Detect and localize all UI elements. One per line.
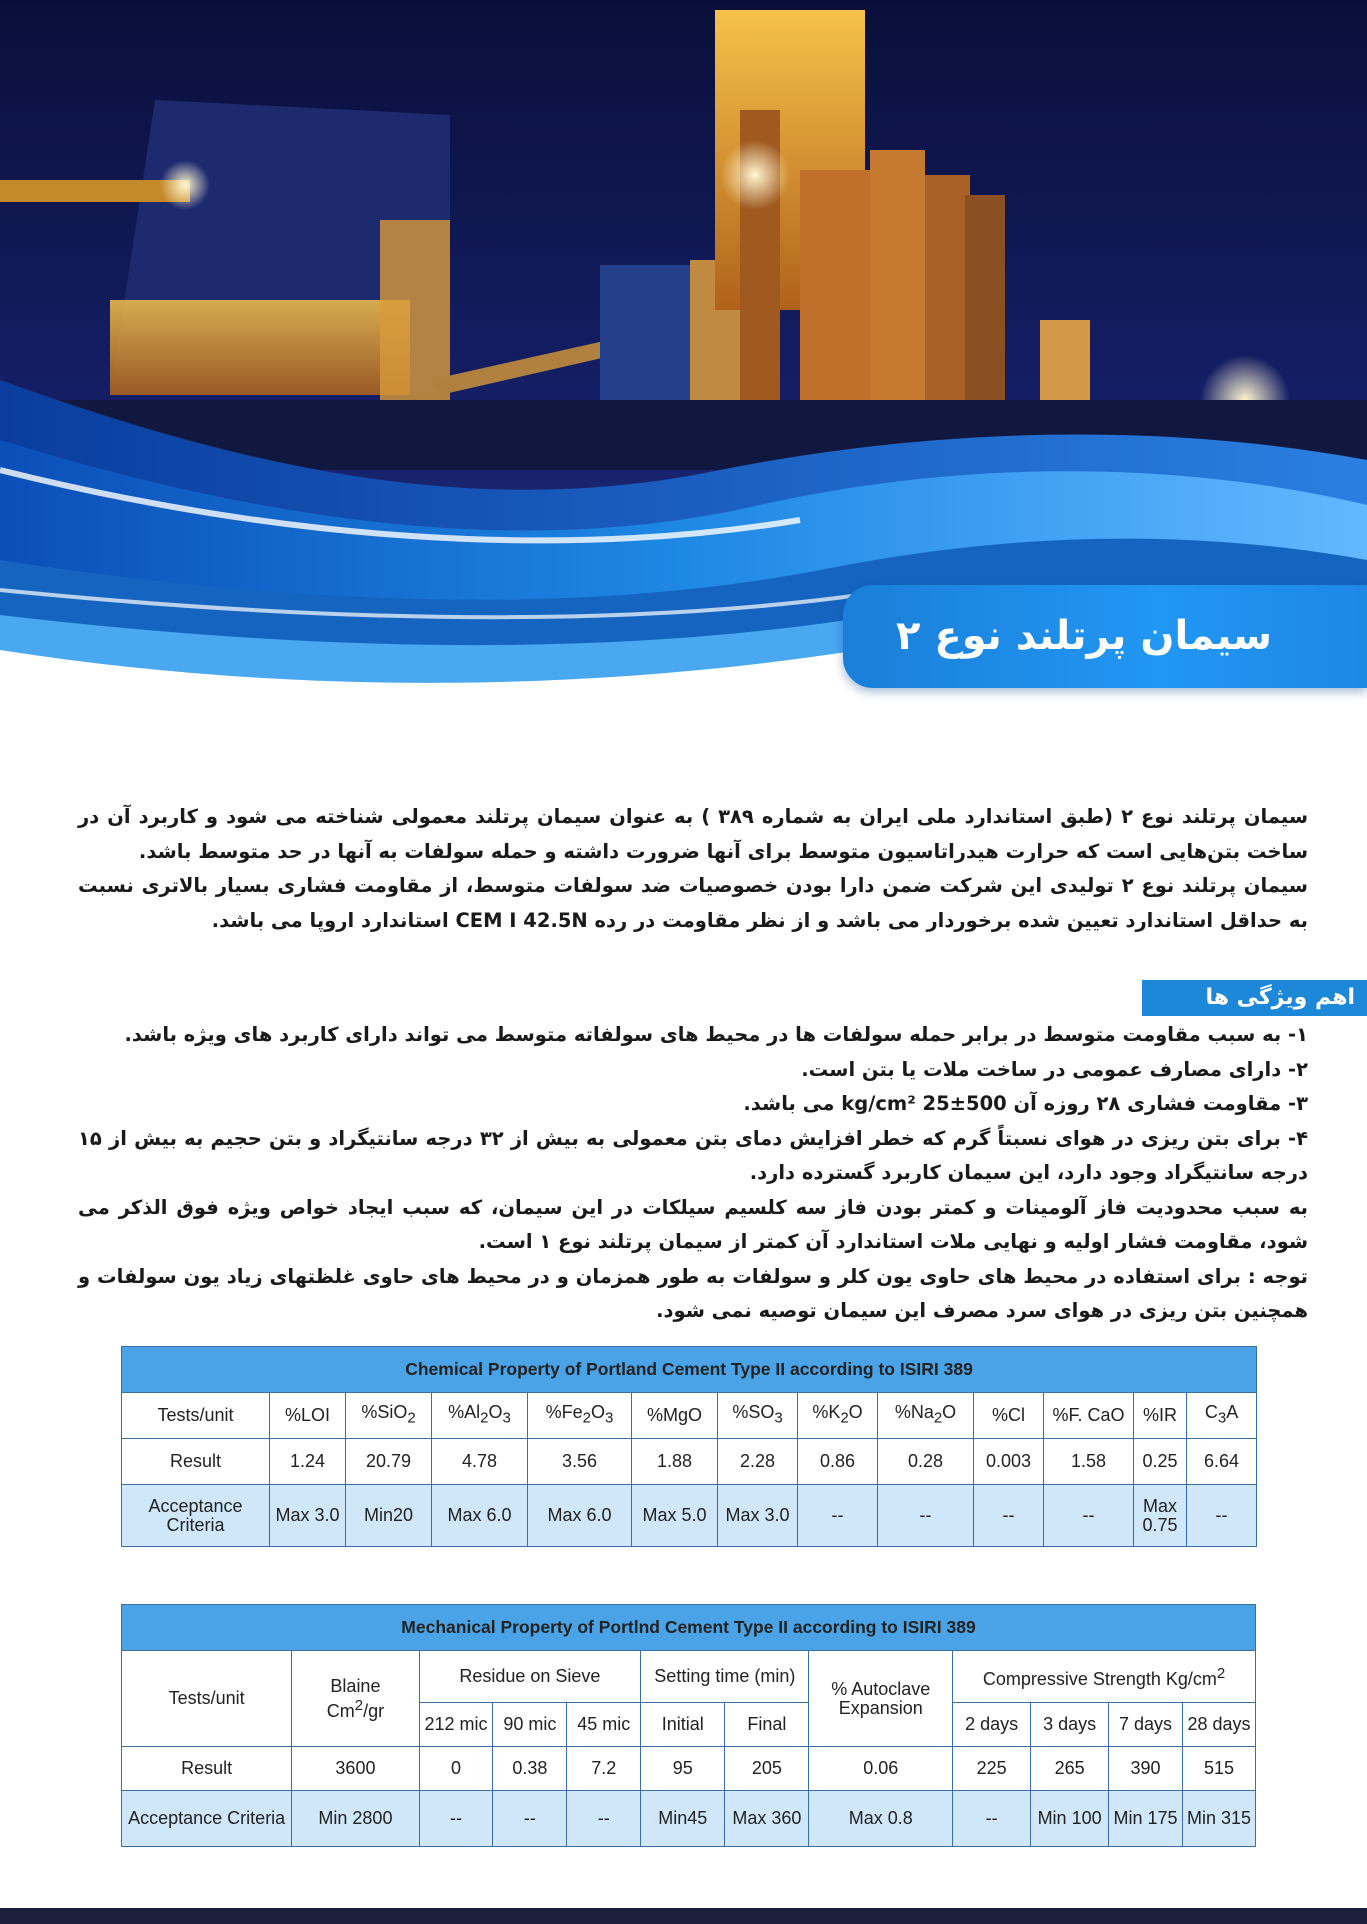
col-header: %F. CaO (1044, 1393, 1134, 1439)
row-label-criteria: Acceptance Criteria (122, 1485, 270, 1547)
result-cell: 515 (1182, 1747, 1255, 1791)
criteria-cell: -- (1187, 1485, 1257, 1547)
criteria-cell: Max 3.0 (718, 1485, 798, 1547)
criteria-cell: -- (419, 1791, 493, 1847)
row-label-tests: Tests/unit (122, 1393, 270, 1439)
criteria-cell: Max 0.75 (1134, 1485, 1187, 1547)
criteria-cell: -- (567, 1791, 641, 1847)
sub-header: 212 mic (419, 1703, 493, 1747)
sub-header: Initial (641, 1703, 725, 1747)
col-header: $C_3A$ (1187, 1393, 1257, 1439)
criteria-cell: Min 315 (1182, 1791, 1255, 1847)
feature-item: ۳- مقاومت فشاری ۲۸ روزه آن 500±25 kg/cm² می باشد. (743, 1092, 1308, 1115)
page-title: سیمان پرتلند نوع ۲ (896, 613, 1272, 659)
result-cell: 205 (725, 1747, 809, 1791)
criteria-cell: -- (1044, 1485, 1134, 1547)
col-header: $\%SO_3$ (718, 1393, 798, 1439)
result-cell: 3600 (292, 1747, 419, 1791)
feature-item: ۲- دارای مصارف عمومی در ساخت ملات یا بتن است. (801, 1057, 1308, 1081)
sub-header: 3 days (1031, 1703, 1109, 1747)
criteria-cell: Min 2800 (292, 1791, 419, 1847)
result-cell: 1.24 (270, 1439, 346, 1485)
feature-item: توجه : برای استفاده در محیط های حاوی یون کلر و سولفات به طور همزمان و در محیط های حاوی غلظتهای زیاد یون سولفات و همچنین بتن ریزی در هوای سرد مصرف این سیمان توصیه نمی شود. (78, 1264, 1308, 1322)
col-header: $\%Fe_2O_3$ (528, 1393, 632, 1439)
col-header-residue: Residue on Sieve (419, 1651, 641, 1703)
row-label-result: Result (122, 1439, 270, 1485)
result-cell: 0 (419, 1747, 493, 1791)
sub-header: 45 mic (567, 1703, 641, 1747)
features-list (78, 1018, 1308, 1329)
col-header: $\%Al_2O_3$ (432, 1393, 528, 1439)
criteria-cell: -- (798, 1485, 878, 1547)
intro-paragraph: سیمان پرتلند نوع ۲ تولیدی این شرکت ضمن دارا بودن خصوصیات ضد سولفات متوسط، از مقاومت فشاری بسیار بالاتری نسبت به حداقل استاندارد تعیین شده برخوردار می باشد و از نظر مقاومت در رده CEM I 42.5N استاندارد اروپا می باشد. (78, 874, 1308, 932)
result-cell: 265 (1031, 1747, 1109, 1791)
col-header: $\%Na_2O$ (878, 1393, 974, 1439)
sub-header: 2 days (953, 1703, 1031, 1747)
features-heading: اهم ویژگی ها (1205, 985, 1355, 1010)
result-cell: 95 (641, 1747, 725, 1791)
result-cell: 0.003 (974, 1439, 1044, 1485)
row-label-result: Result (122, 1747, 292, 1791)
row-label-tests: Tests/unit (122, 1651, 292, 1747)
criteria-cell: Max 5.0 (632, 1485, 718, 1547)
feature-item: ۱- به سبب مقاومت متوسط در برابر حمله سولفات ها در محیط های سولفاته متوسط می تواند دارای کاربرد های ویژه باشد. (124, 1023, 1308, 1046)
col-header: %Cl (974, 1393, 1044, 1439)
criteria-cell: Min 175 (1109, 1791, 1183, 1847)
criteria-cell: Min20 (346, 1485, 432, 1547)
result-cell: 3.56 (528, 1439, 632, 1485)
criteria-cell: Max 6.0 (528, 1485, 632, 1547)
result-cell: 225 (953, 1747, 1031, 1791)
result-cell: 20.79 (346, 1439, 432, 1485)
title-banner (843, 585, 1367, 688)
feature-item: ۴- برای بتن ریزی در هوای نسبتاً گرم که خطر افزایش دمای بتن معمولی به بیش از ۳۲ درجه سانتیگراد و بتن حجیم به بیش از ۱۵ درجه سانتیگراد وجود دارد، این سیمان کاربرد گسترده دارد. (78, 1126, 1308, 1184)
criteria-cell: Max 0.8 (809, 1791, 953, 1847)
chemical-property-table (121, 1346, 1257, 1547)
criteria-cell: -- (953, 1791, 1031, 1847)
features-heading-bar (1142, 980, 1367, 1016)
mechanical-table-title: Mechanical Property of Portlnd Cement Type II according to ISIRI 389 (122, 1605, 1256, 1651)
criteria-cell: Min45 (641, 1791, 725, 1847)
result-cell: 1.88 (632, 1439, 718, 1485)
criteria-cell: Max 360 (725, 1791, 809, 1847)
intro-text (78, 800, 1308, 938)
result-cell: 1.58 (1044, 1439, 1134, 1485)
col-header: %IR (1134, 1393, 1187, 1439)
col-header: %SiO$_2$ (346, 1393, 432, 1439)
result-cell: 0.38 (493, 1747, 567, 1791)
criteria-cell: Max 3.0 (270, 1485, 346, 1547)
feature-item: به سبب محدودیت فاز آلومینات و کمتر بودن فاز سه کلسیم سیلکات در این سیمان، که سبب ایجاد خواص ویژه فوق الذکر می شود، مقاومت فشار اولیه و نهایی ملات استاندارد آن کمتر از سیمان پرتلند نوع ۱ است. (78, 1195, 1308, 1253)
row-label-criteria: Acceptance Criteria (122, 1791, 292, 1847)
chemical-table-title: Chemical Property of Portland Cement Type II according to ISIRI 389 (122, 1347, 1257, 1393)
col-header: $\%K_2O$ (798, 1393, 878, 1439)
criteria-cell: Max 6.0 (432, 1485, 528, 1547)
sub-header: Final (725, 1703, 809, 1747)
result-cell: 0.86 (798, 1439, 878, 1485)
result-cell: 7.2 (567, 1747, 641, 1791)
result-cell: 4.78 (432, 1439, 528, 1485)
criteria-cell: -- (878, 1485, 974, 1547)
intro-paragraph: سیمان پرتلند نوع ۲ (طبق استاندارد ملی ایران به شماره ۳۸۹ ) به عنوان سیمان پرتلند معمولی شناخته می شود و کاربرد آن در ساخت بتن‌هایی است که حرارت هیدراتاسیون متوسط برای آنها ضرورت داشته و حمله سولفات به آنها در حد متوسط باشد. (78, 805, 1308, 863)
bottom-bar (0, 1908, 1367, 1924)
result-cell: 6.64 (1187, 1439, 1257, 1485)
criteria-cell: -- (493, 1791, 567, 1847)
criteria-cell: Min 100 (1031, 1791, 1109, 1847)
criteria-cell: -- (974, 1485, 1044, 1547)
col-header-blaine: Blaine Cm$^2$/gr (292, 1651, 419, 1747)
col-header: %LOI (270, 1393, 346, 1439)
col-header-compressive: Compressive Strength $Kg/cm^2$ (953, 1651, 1256, 1703)
col-header-setting: Setting time (min) (641, 1651, 809, 1703)
result-cell: 0.25 (1134, 1439, 1187, 1485)
col-header: %MgO (632, 1393, 718, 1439)
result-cell: 0.28 (878, 1439, 974, 1485)
sub-header: 28 days (1182, 1703, 1255, 1747)
result-cell: 2.28 (718, 1439, 798, 1485)
result-cell: 390 (1109, 1747, 1183, 1791)
result-cell: 0.06 (809, 1747, 953, 1791)
sub-header: 7 days (1109, 1703, 1183, 1747)
sub-header: 90 mic (493, 1703, 567, 1747)
col-header-autoclave: % Autoclave Expansion (809, 1651, 953, 1747)
mechanical-property-table (121, 1604, 1256, 1847)
